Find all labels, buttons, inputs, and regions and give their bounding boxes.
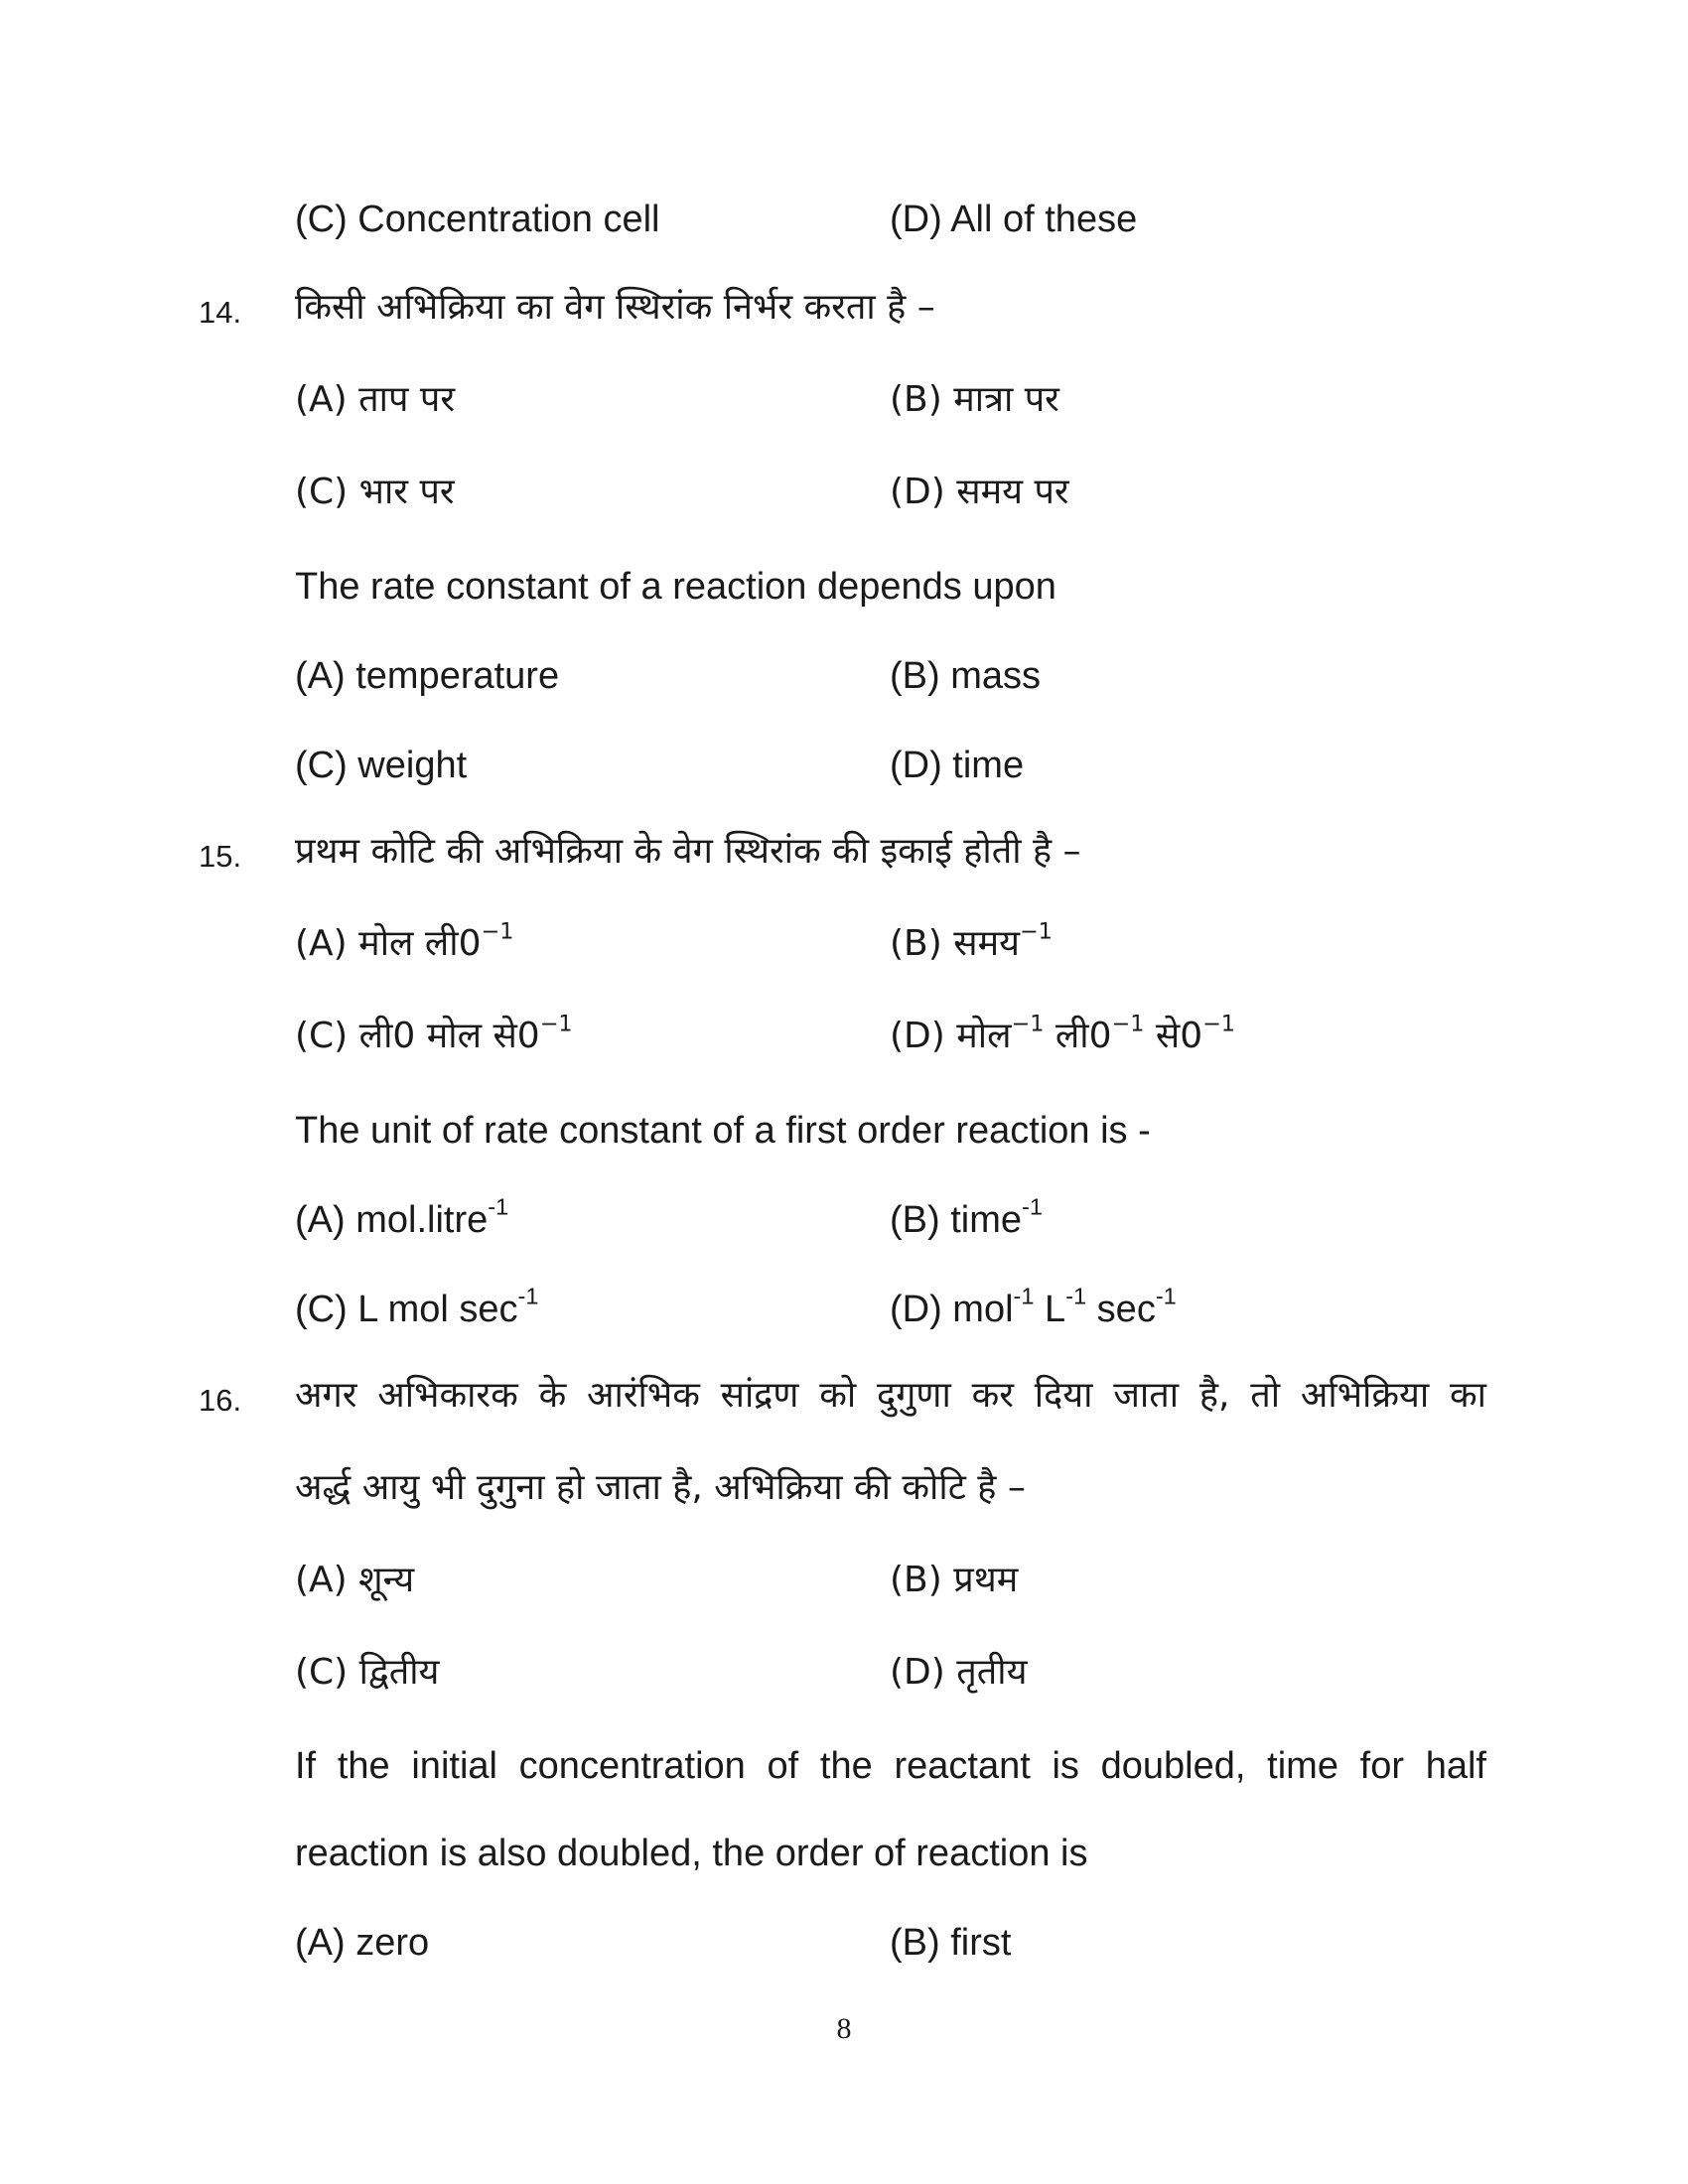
q15-hindi-option-d-part3: से0 xyxy=(1144,1016,1203,1056)
q16-english-option-a: (A) zero xyxy=(295,1922,430,1964)
q15-english-option-d-exp1: -1 xyxy=(1013,1283,1035,1309)
q16-hindi-option-b: (B) प्रथम xyxy=(890,1560,1019,1600)
q15-english-option-d-part3: sec xyxy=(1086,1289,1156,1330)
q15-hindi-stem: प्रथम कोटि की अभिक्रिया के वेग स्थिरांक की इकाई होती है – xyxy=(295,831,1081,872)
q16-hindi-option-d: (D) तृतीय xyxy=(890,1652,1028,1693)
q14-hindi-option-a: (A) ताप पर xyxy=(295,379,456,420)
q15-hindi-option-a-text: (A) मोल ली0 xyxy=(295,923,482,964)
q16-english-option-b: (B) first xyxy=(890,1922,1012,1964)
q16-hindi-stem-line1: अगर अभिकारक के आरंभिक सांद्रण को दुगुणा कर दिया जाता है, तो अभिक्रिया का xyxy=(295,1375,1486,1416)
q15-hindi-option-c xyxy=(295,1011,573,1056)
q16-hindi-option-a: (A) शून्य xyxy=(295,1560,415,1600)
q16-number: 16. xyxy=(199,1383,242,1418)
q15-english-option-b xyxy=(890,1193,1043,1241)
q14-hindi-option-c: (C) भार पर xyxy=(295,472,455,512)
q15-hindi-option-d-exp1: −1 xyxy=(1011,1011,1045,1037)
q15-english-option-d-part1: (D) mol xyxy=(890,1289,1014,1330)
q15-english-option-a-text: (A) mol.litre xyxy=(295,1199,489,1241)
q15-english-stem: The unit of rate constant of a first order reaction is - xyxy=(295,1110,1151,1152)
q15-english-option-d-exp3: -1 xyxy=(1155,1283,1177,1309)
q13-option-c: (C) Concentration cell xyxy=(295,199,660,240)
q15-english-option-b-text: (B) time xyxy=(890,1199,1022,1241)
q14-english-option-d: (D) time xyxy=(890,745,1025,786)
q15-english-option-c-exponent: -1 xyxy=(517,1283,539,1309)
q15-hindi-option-b-text: (B) समय xyxy=(890,923,1020,964)
q15-hindi-option-d-exp2: −1 xyxy=(1111,1011,1145,1037)
q15-hindi-option-d-part1: (D) मोल xyxy=(890,1016,1012,1056)
q14-english-stem: The rate constant of a reaction depends upon xyxy=(295,566,1056,608)
q15-hindi-option-d-part2: ली0 xyxy=(1044,1016,1112,1056)
q15-english-option-d xyxy=(890,1283,1177,1330)
q15-english-option-a-exponent: -1 xyxy=(488,1193,509,1220)
page-number: 8 xyxy=(836,2012,852,2045)
q13-option-d: (D) All of these xyxy=(890,199,1138,240)
q15-hindi-option-a xyxy=(295,918,514,964)
q15-english-option-c xyxy=(295,1283,539,1330)
q14-number: 14. xyxy=(199,295,242,330)
q14-hindi-stem: किसी अभिक्रिया का वेग स्थिरांक निर्भर करता है – xyxy=(295,287,935,328)
q15-hindi-option-b xyxy=(890,918,1053,964)
q14-english-option-a: (A) temperature xyxy=(295,655,560,697)
q15-hindi-option-a-exponent: −1 xyxy=(481,918,514,945)
q14-hindi-option-b: (B) मात्रा पर xyxy=(890,379,1059,420)
q15-hindi-option-d-exp3: −1 xyxy=(1202,1011,1236,1037)
q15-english-option-a xyxy=(295,1193,509,1241)
q15-hindi-option-c-text: (C) ली0 मोल से0 xyxy=(295,1016,540,1056)
q16-hindi-stem-line2: अर्द्ध आयु भी दुगुना हो जाता है, अभिक्रिया की कोटि है – xyxy=(295,1467,1026,1508)
q16-english-stem-line1: If the initial concentration of the reactant is doubled, time for half xyxy=(295,1745,1486,1787)
q15-english-option-b-exponent: -1 xyxy=(1022,1193,1043,1220)
q16-english-stem-line2: reaction is also doubled, the order of reaction is xyxy=(295,1833,1088,1874)
q14-english-option-c: (C) weight xyxy=(295,745,468,786)
q15-english-option-d-part2: L xyxy=(1034,1289,1066,1330)
q15-hindi-option-d xyxy=(890,1011,1236,1056)
q14-english-option-b: (B) mass xyxy=(890,655,1041,697)
q15-english-option-c-text: (C) L mol sec xyxy=(295,1289,518,1330)
q15-number: 15. xyxy=(199,839,242,874)
q15-english-option-d-exp2: -1 xyxy=(1065,1283,1087,1309)
q14-hindi-option-d: (D) समय पर xyxy=(890,472,1069,512)
q16-hindi-option-c: (C) द्वितीय xyxy=(295,1652,440,1693)
q15-hindi-option-b-exponent: −1 xyxy=(1019,918,1053,945)
q15-hindi-option-c-exponent: −1 xyxy=(539,1011,573,1037)
